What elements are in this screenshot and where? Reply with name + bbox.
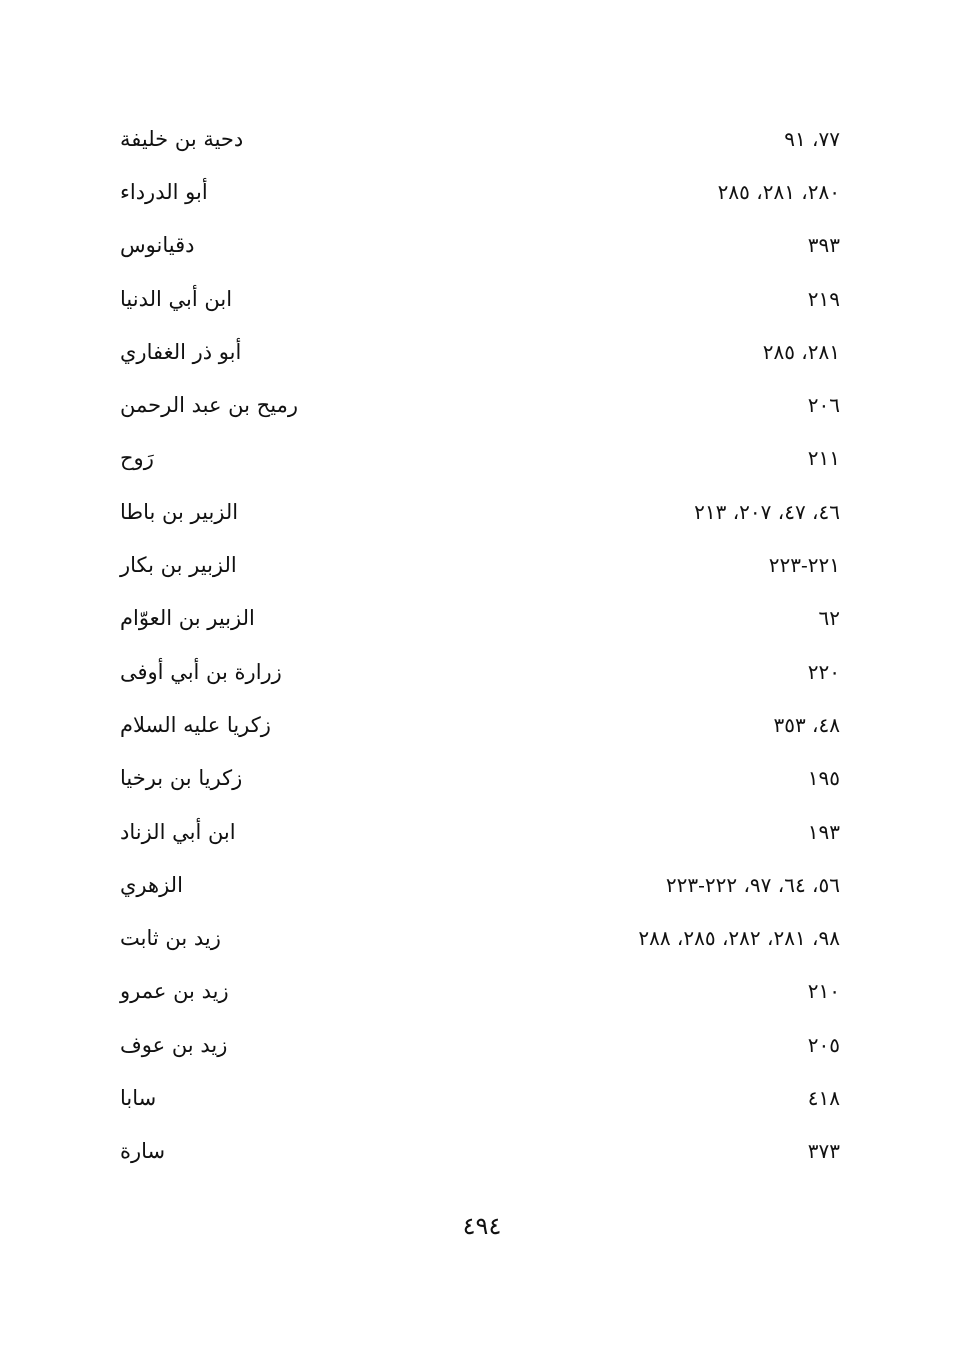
index-entry (120, 378, 840, 431)
index-entry (120, 965, 840, 1018)
entry-name: رَوح (120, 446, 154, 471)
entry-name: دقيانوس (120, 233, 195, 258)
entry-name: أبو الدرداء (120, 179, 208, 204)
entry-page-refs: ١٩٣ (807, 819, 840, 844)
entry-name: ابن أبي الزناد (120, 819, 236, 844)
entry-page-refs: ٥٦، ٦٤، ٩٧، ٢٢٢-٢٢٣ (665, 872, 840, 897)
entry-page-refs: ٢٨١، ٢٨٥ (762, 339, 840, 364)
entry-page-refs: ٢١١ (807, 446, 840, 471)
entry-name: زيد بن عمرو (120, 979, 229, 1004)
entry-page-refs: ٩٨، ٢٨١، ٢٨٢، ٢٨٥، ٢٨٨ (638, 926, 840, 951)
index-entry (120, 1125, 840, 1178)
entry-name: زكريا عليه السلام (120, 712, 271, 737)
index-entry (120, 219, 840, 272)
page-number: ٤٩٤ (462, 1212, 502, 1240)
entry-name: زرارة بن أبي أوفى (120, 659, 282, 684)
entry-page-refs: ٢٨٠، ٢٨١، ٢٨٥ (717, 179, 840, 204)
entry-page-refs: ٤٦، ٤٧، ٢٠٧، ٢١٣ (694, 499, 840, 524)
entry-page-refs: ٢٠٦ (807, 393, 840, 418)
entry-page-refs: ٣٧٣ (807, 1139, 840, 1164)
entry-name: أبو ذر الغفاري (120, 339, 242, 364)
entry-page-refs: ٧٧، ٩١ (784, 126, 840, 151)
entry-name: الزبير بن بكار (120, 553, 237, 578)
index-entry (120, 272, 840, 325)
entry-name: زكريا بن برخيا (120, 766, 243, 791)
index-entry (120, 805, 840, 858)
entry-page-refs: ٢٠٥ (807, 1032, 840, 1057)
index-entry (120, 538, 840, 591)
entry-page-refs: ٤٨، ٣٥٣ (773, 712, 840, 737)
entry-page-refs: ٢١٩ (807, 286, 840, 311)
index-entry (120, 485, 840, 538)
index-entry (120, 752, 840, 805)
entry-name: الزبير بن العوّام (120, 606, 255, 631)
entry-page-refs: ٢٢١-٢٢٣ (768, 553, 840, 578)
entry-name: سارة (120, 1139, 166, 1164)
name-index-list (120, 112, 840, 1178)
entry-name: دحية بن خليفة (120, 126, 244, 151)
index-entry (120, 592, 840, 645)
entry-name: سابا (120, 1085, 157, 1110)
index-entry (120, 858, 840, 911)
index-entry (120, 325, 840, 378)
entry-page-refs: ٢١٠ (807, 979, 840, 1004)
entry-name: ابن أبي الدنيا (120, 286, 233, 311)
entry-page-refs: ١٩٥ (807, 766, 840, 791)
entry-page-refs: ٦٢ (818, 606, 840, 631)
entry-name: الزهري (120, 872, 183, 897)
entry-page-refs: ٢٢٠ (807, 659, 840, 684)
index-entry (120, 432, 840, 485)
entry-page-refs: ٣٩٣ (807, 233, 840, 258)
index-entry (120, 1018, 840, 1071)
entry-name: زيد بن عوف (120, 1032, 228, 1057)
entry-page-refs: ٤١٨ (807, 1085, 840, 1110)
index-entry (120, 1071, 840, 1124)
index-entry (120, 698, 840, 751)
index-entry (120, 112, 840, 165)
entry-name: زيد بن ثابت (120, 926, 221, 951)
entry-name: الزبير بن باطا (120, 499, 239, 524)
index-entry (120, 165, 840, 218)
entry-name: رميح بن عبد الرحمن (120, 393, 298, 418)
index-entry (120, 645, 840, 698)
index-entry (120, 911, 840, 964)
